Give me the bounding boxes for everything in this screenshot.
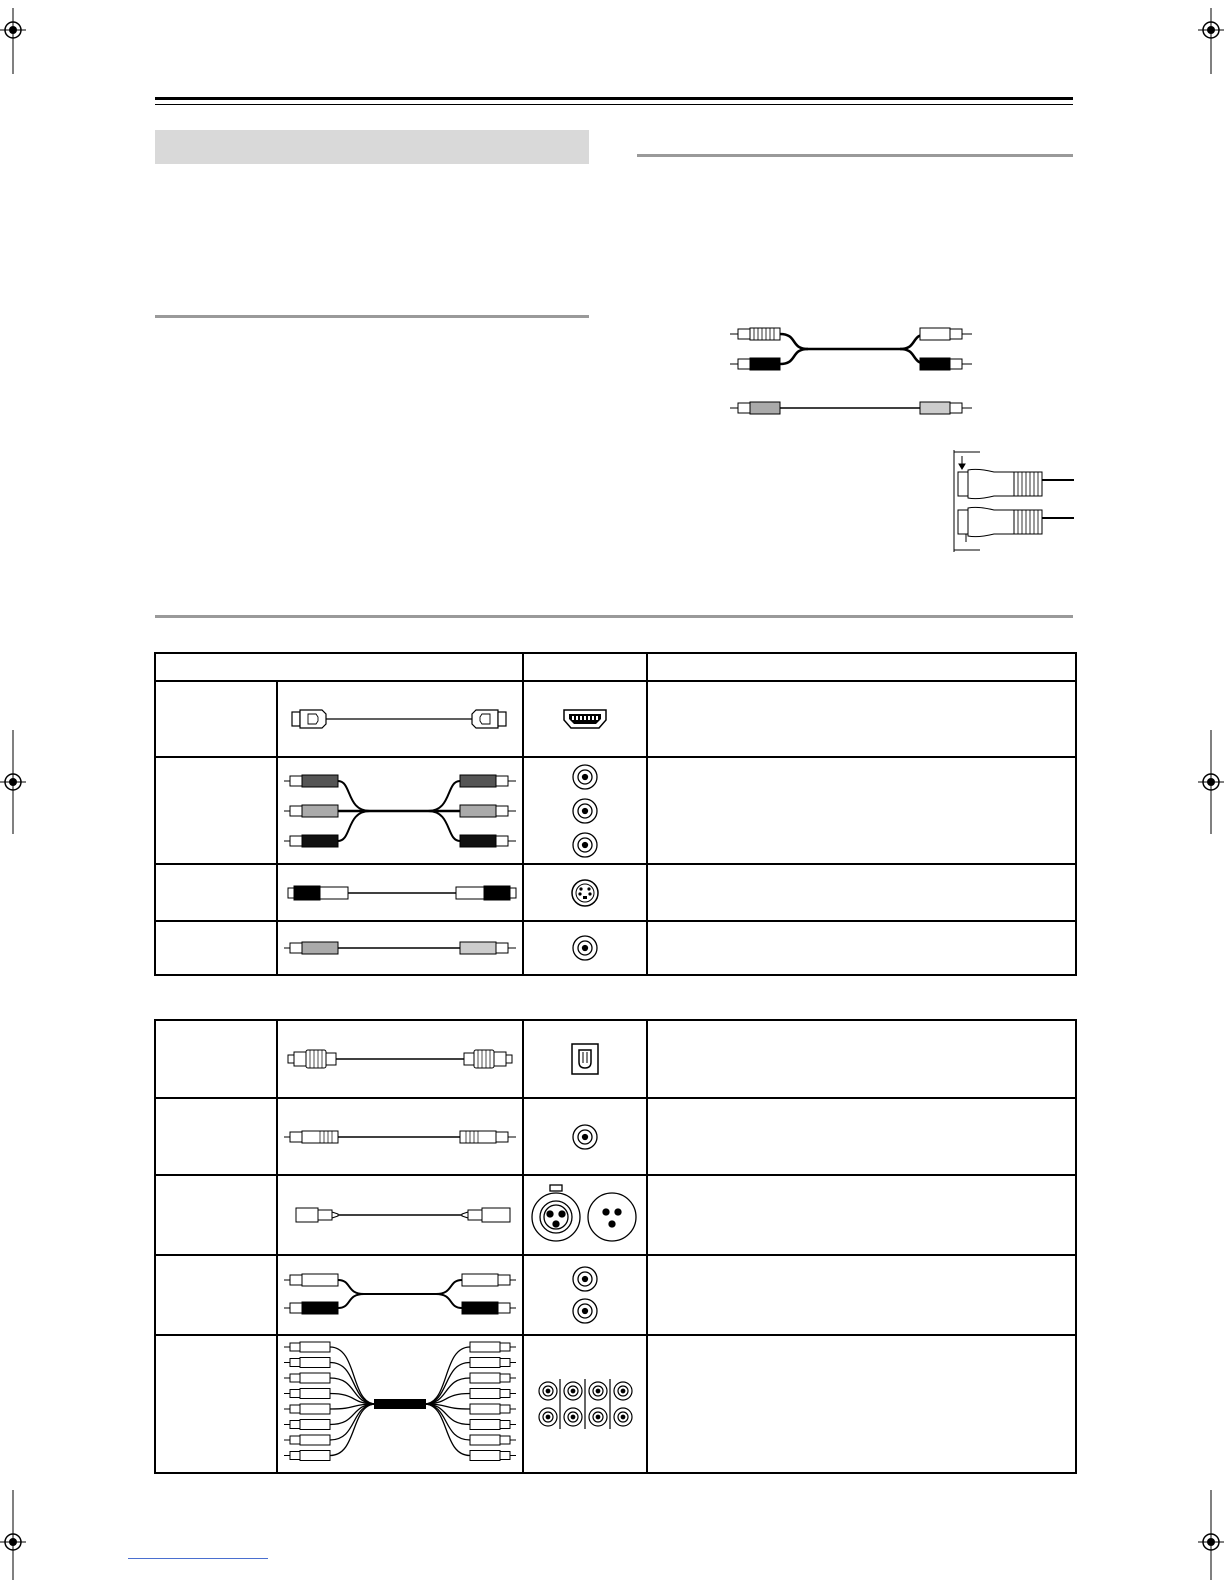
registration-mark-icon	[1198, 730, 1224, 834]
row-name	[155, 681, 277, 757]
header-rule-thin	[155, 104, 1073, 105]
header-jack	[523, 653, 647, 681]
row-description	[647, 1175, 1076, 1255]
audio-connections-table	[154, 1019, 1077, 1474]
composite-video-cable-icon	[280, 938, 520, 958]
table-row	[155, 921, 1076, 975]
header-description	[647, 653, 1076, 681]
header-cable	[155, 653, 523, 681]
s-video-jack-icon	[570, 878, 600, 908]
table-row	[155, 1098, 1076, 1175]
row-name	[155, 1020, 277, 1098]
row-description	[647, 921, 1076, 975]
s-video-cable-icon	[280, 881, 520, 905]
row-name	[155, 921, 277, 975]
row-description	[647, 681, 1076, 757]
row-name	[155, 1255, 277, 1335]
row-name	[155, 1335, 277, 1473]
xlr-cable-icon	[280, 1205, 520, 1225]
plug-insertion-illustration	[948, 450, 1074, 552]
row-description	[647, 757, 1076, 864]
registration-mark-icon	[0, 8, 26, 74]
section-heading-bar	[155, 130, 589, 164]
multichannel-jacks-icon	[535, 1377, 635, 1431]
registration-mark-icon	[0, 730, 26, 834]
row-description	[647, 1020, 1076, 1098]
section-rule	[155, 615, 1073, 618]
left-subsection-rule	[155, 315, 589, 318]
row-name	[155, 757, 277, 864]
row-description	[647, 1335, 1076, 1473]
stereo-jacks-icon	[570, 1263, 600, 1327]
multichannel-cable-icon	[280, 1339, 520, 1469]
row-description	[647, 864, 1076, 921]
header-rule	[155, 97, 1073, 100]
rca-jack-icon	[570, 933, 600, 963]
row-description	[647, 1255, 1076, 1335]
analog-stereo-cable-icon	[280, 1270, 520, 1320]
xlr-jacks-icon	[530, 1184, 640, 1246]
row-name	[155, 864, 277, 921]
table-header-row	[155, 653, 1076, 681]
row-name	[155, 1175, 277, 1255]
table-row	[155, 1020, 1076, 1098]
component-video-cable-icon	[280, 766, 520, 856]
hdmi-cable-icon	[280, 704, 520, 734]
table-row	[155, 864, 1076, 921]
optical-cable-icon	[280, 1044, 520, 1074]
table-row	[155, 757, 1076, 864]
registration-mark-icon	[1198, 1490, 1224, 1580]
optical-jack-icon	[570, 1042, 600, 1076]
video-connections-table	[154, 652, 1077, 976]
row-name	[155, 1098, 277, 1175]
table-row	[155, 1175, 1076, 1255]
right-subsection-rule	[637, 154, 1073, 157]
coaxial-cable-icon	[280, 1127, 520, 1147]
footer-rule	[128, 1558, 268, 1559]
component-jacks-icon	[570, 763, 600, 859]
rca-stereo-cable-illustration	[728, 322, 978, 422]
registration-mark-icon	[0, 1490, 26, 1580]
registration-mark-icon	[1198, 8, 1224, 74]
table-row	[155, 681, 1076, 757]
row-description	[647, 1098, 1076, 1175]
table-row	[155, 1335, 1076, 1473]
coaxial-jack-icon	[570, 1122, 600, 1152]
table-row	[155, 1255, 1076, 1335]
hdmi-jack-icon	[561, 706, 609, 732]
